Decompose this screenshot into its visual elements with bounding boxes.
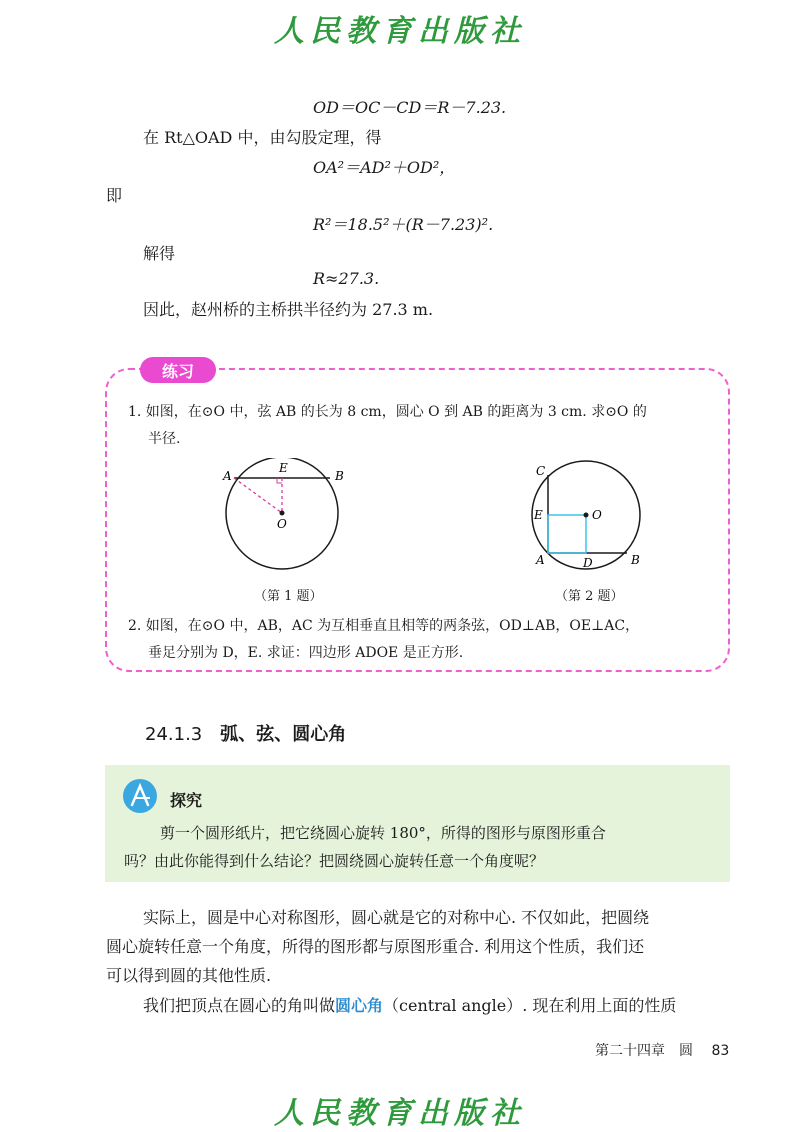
page-number: 83 — [711, 1043, 730, 1059]
label-a: A — [223, 469, 232, 483]
exercise-2-line-2: 垂足分别为 D，E. 求证：四边形 ADOE 是正方形. — [148, 645, 464, 661]
label-d: D — [583, 556, 593, 570]
term-central-angle: 圆心角 — [335, 996, 384, 1015]
section-number: 24.1.3 — [145, 724, 203, 745]
publisher-watermark-bottom: 人民教育出版社 — [274, 1096, 526, 1131]
chapter-label: 第二十四章 圆 — [595, 1043, 693, 1059]
explore-line-1: 剪一个圆形纸片，把它绕圆心旋转 180°，所得的图形与原图形重合 — [160, 824, 606, 842]
section-heading — [145, 720, 346, 746]
label-o: O — [277, 517, 287, 531]
equation-r-result: R≈27.3. — [313, 269, 380, 288]
paragraph-1-line-3: 可以得到圆的其他性质. — [106, 966, 272, 985]
solution-line-pythagoras: 在 Rt△OAD 中，由勾股定理，得 — [143, 128, 382, 147]
equation-r-squared: R²＝18.5²＋(R－7.23)². — [313, 215, 494, 234]
segment-oa — [234, 478, 282, 513]
paragraph-1-line-1: 实际上，圆是中心对称图形，圆心就是它的对称中心. 不仅如此，把圆绕 — [143, 908, 650, 927]
center-o-point — [280, 511, 285, 516]
solution-conclusion: 因此，赵州桥的主桥拱半径约为 27.3 m. — [143, 300, 434, 319]
equation-od: OD＝OC－CD＝R－7.23. — [313, 98, 507, 117]
label-b-2: B — [631, 553, 640, 567]
label-b: B — [335, 469, 344, 483]
explore-title: 探究 — [170, 791, 203, 810]
figure-1-caption: （第 1 题） — [254, 589, 323, 604]
exercise-1-line-2: 半径. — [148, 431, 181, 447]
paragraph-2-text: 我们把顶点在圆心的角叫做 — [143, 996, 336, 1015]
text-jiede: 解得 — [143, 244, 176, 263]
compass-ruler-icon — [122, 778, 158, 814]
text-ji: 即 — [106, 186, 123, 205]
paragraph-2-continuation: （central angle）. 现在利用上面的性质 — [383, 996, 677, 1015]
exercise-tag: 练习 — [140, 357, 216, 383]
paragraph-1-line-2: 圆心旋转任意一个角度，所得的图形都与原图形重合. 利用这个性质，我们还 — [106, 937, 645, 956]
explore-line-2: 吗？由此你能得到什么结论？把圆绕圆心旋转任意一个角度呢？ — [124, 852, 545, 870]
equation-oa-squared: OA²＝AD²＋OD²， — [313, 158, 456, 177]
label-e: E — [279, 461, 288, 475]
exercise-1-line-1: 1. 如图，在⊙O 中，弦 AB 的长为 8 cm，圆心 O 到 AB 的距离为 3 cm. 求⊙O 的 — [128, 404, 647, 420]
figure-1-diagram — [215, 458, 360, 580]
exercise-2-line-1: 2. 如图，在⊙O 中，AB，AC 为互相垂直且相等的两条弦，OD⊥AB，OE⊥AC， — [128, 618, 640, 634]
page-footer — [595, 1040, 729, 1060]
section-title: 弧、弦、圆心角 — [220, 724, 347, 745]
publisher-watermark-top: 人民教育出版社 — [274, 14, 526, 49]
label-c: C — [536, 464, 546, 478]
label-e-2: E — [534, 508, 543, 522]
label-a-2: A — [536, 553, 545, 567]
figure-2-diagram — [530, 455, 645, 573]
center-o-point-2 — [584, 513, 589, 518]
label-o-2: O — [592, 508, 602, 522]
square-adoe — [548, 515, 586, 553]
figure-2-caption: （第 2 题） — [555, 589, 624, 604]
paragraph-2 — [143, 993, 676, 1016]
